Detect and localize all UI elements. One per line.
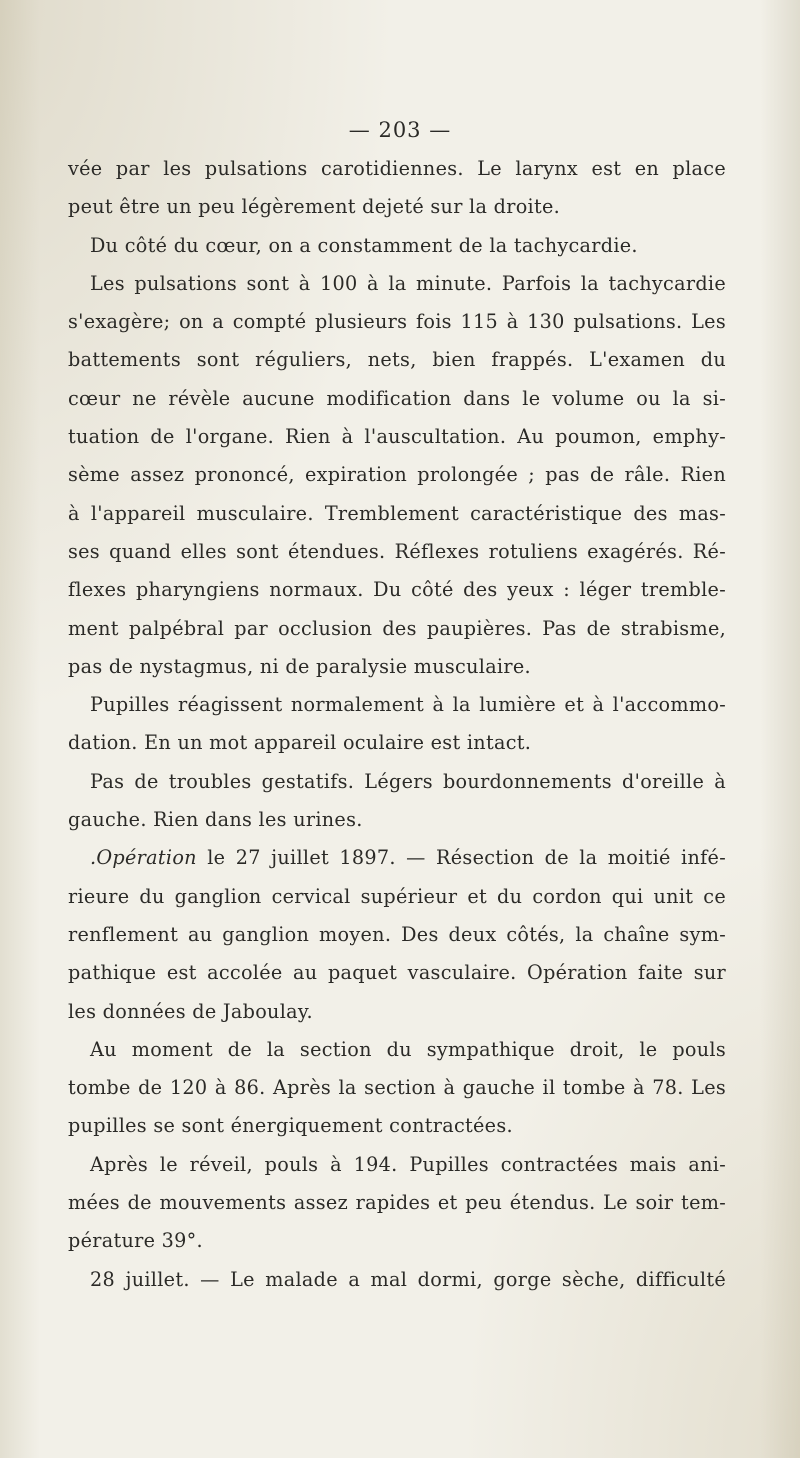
- text-line: à l'appareil musculaire. Tremblement caractéristique des mas-: [68, 501, 726, 525]
- text-line: Pupilles réagissent normalement à la lumière et à l'accommo-: [90, 693, 726, 717]
- text-line: mées de mouvements assez rapides et peu étendus. Le soir tem-: [68, 1191, 726, 1215]
- text-line: dation. En un mot appareil oculaire est intact.: [68, 731, 532, 755]
- text-line: renflement au ganglion moyen. Des deux côtés, la chaîne sym-: [68, 922, 726, 946]
- text-line: gauche. Rien dans les urines.: [68, 808, 363, 832]
- operation-line-text: le 27 juillet 1897. — Résection de la moitié infé-: [207, 846, 726, 870]
- page-number: — 203 —: [348, 118, 452, 142]
- text-line: peut être un peu légèrement dejeté sur la droite.: [68, 195, 561, 219]
- text-line: pérature 39°.: [68, 1229, 203, 1253]
- text-line: rieure du ganglion cervical supérieur et du cordon qui unit ce: [68, 884, 726, 908]
- text-line: Les pulsations sont à 100 à la minute. Parfois la tachycardie: [90, 271, 726, 295]
- text-line: Au moment de la section du sympathique droit, le pouls: [90, 1037, 726, 1061]
- text-line: Pas de troubles gestatifs. Légers bourdonnements d'oreille à: [90, 769, 726, 793]
- text-line: 28 juillet. — Le malade a mal dormi, gorge sèche, difficulté: [90, 1267, 726, 1291]
- text-line: Du côté du cœur, on a constamment de la tachycardie.: [90, 233, 638, 257]
- text-line: vée par les pulsations carotidiennes. Le larynx est en place: [68, 157, 726, 180]
- operation-label: .Opération: [90, 846, 197, 870]
- text-line: sème assez prononcé, expiration prolongée ; pas de râle. Rien: [68, 463, 726, 487]
- text-line: pupilles se sont énergiquement contractées.: [68, 1114, 513, 1138]
- text-line: battements sont réguliers, nets, bien frappés. L'examen du: [68, 348, 726, 372]
- operation-line: [68, 839, 726, 877]
- text-line: Après le réveil, pouls à 194. Pupilles contractées mais ani-: [90, 1152, 726, 1176]
- text-line: tombe de 120 à 86. Après la section à gauche il tombe à 78. Les: [68, 1076, 726, 1100]
- text-line: pas de nystagmus, ni de paralysie musculaire.: [68, 654, 531, 678]
- text-line: pathique est accolée au paquet vasculaire. Opération faite sur: [68, 961, 726, 985]
- text-line: flexes pharyngiens normaux. Du côté des yeux : léger tremble-: [68, 578, 726, 602]
- text-line: tuation de l'organe. Rien à l'auscultation. Au poumon, emphy-: [68, 425, 726, 449]
- text-line: ses quand elles sont étendues. Réflexes rotuliens exagérés. Ré-: [68, 539, 726, 563]
- text-line: s'exagère; on a compté plusieurs fois 115 à 130 pulsations. Les: [68, 310, 726, 334]
- text-line: les données de Jaboulay.: [68, 999, 313, 1023]
- text-line: ment palpébral par occlusion des paupières. Pas de strabisme,: [68, 616, 726, 640]
- body-text: [68, 150, 726, 1299]
- text-line: cœur ne révèle aucune modification dans le volume ou la si-: [68, 386, 726, 410]
